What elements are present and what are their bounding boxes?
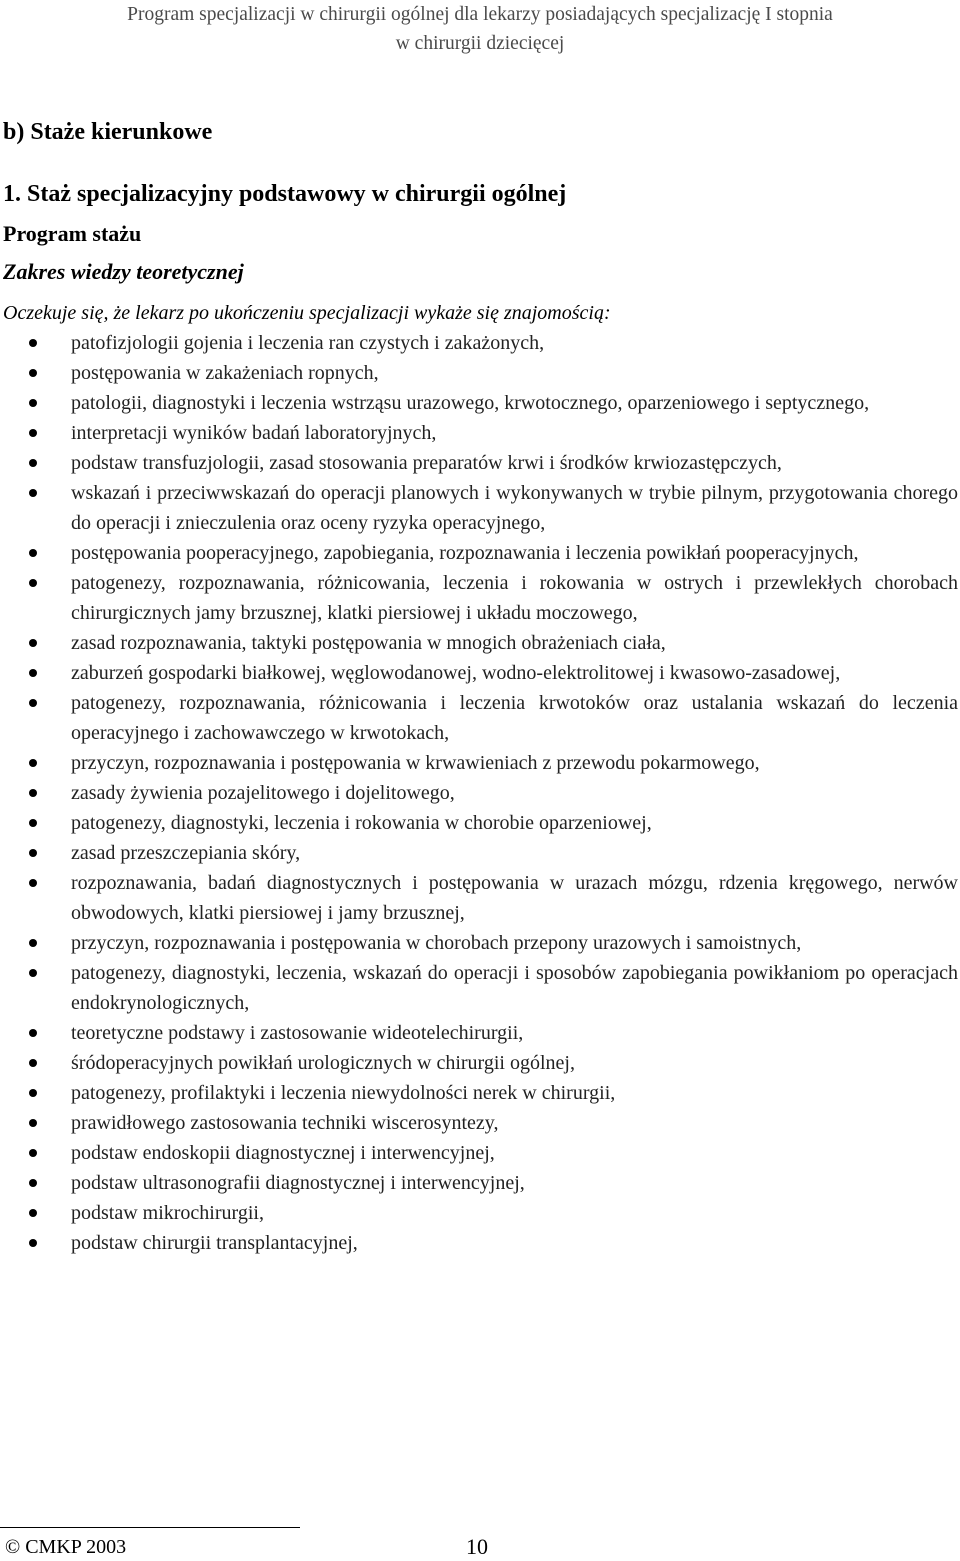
list-item-text: patogenezy, profilaktyki i leczenia niewydolności nerek w chirurgii,	[71, 1082, 616, 1104]
list-item	[3, 568, 958, 628]
list-item	[3, 1168, 958, 1198]
list-item	[3, 478, 958, 538]
bullet-icon	[29, 849, 37, 857]
bullet-icon	[29, 549, 37, 557]
list-item-text: wskazań i przeciwwskazań do operacji planowych i wykonywanych w trybie pilnym, przygotowania chorego do operacji i znieczulenia oraz oceny ryzyka operacyjnego,	[71, 482, 958, 534]
list-item	[3, 448, 958, 478]
bullet-icon	[29, 1059, 37, 1067]
bullet-icon	[29, 369, 37, 377]
bullet-icon	[29, 759, 37, 767]
bullet-icon	[29, 489, 37, 497]
list-item-text: interpretacji wyników badań laboratoryjnych,	[71, 422, 437, 444]
internship-title: 1. Staż specjalizacyjny podstawowy w chirurgii ogólnej	[3, 181, 567, 207]
list-item-text: patologii, diagnostyki i leczenia wstrząsu urazowego, krwotocznego, oparzeniowego i septycznego,	[71, 392, 870, 414]
list-item	[3, 1228, 958, 1258]
list-item	[3, 418, 958, 448]
list-item	[3, 958, 958, 1018]
list-item-text: patofizjologii gojenia i leczenia ran czystych i zakażonych,	[71, 332, 545, 354]
footer-divider	[0, 1527, 300, 1528]
bullet-icon	[29, 969, 37, 977]
list-item	[3, 1108, 958, 1138]
program-label: Program stażu	[3, 221, 142, 246]
list-item	[3, 1078, 958, 1108]
list-item-text: zasady żywienia pozajelitowego i dojelitowego,	[71, 782, 455, 804]
list-item	[3, 838, 958, 868]
list-item-text: zasad rozpoznawania, taktyki postępowania w mnogich obrażeniach ciała,	[71, 632, 666, 654]
document-body	[3, 114, 958, 1258]
list-item	[3, 688, 958, 748]
bullet-icon	[29, 669, 37, 677]
bullet-icon	[29, 939, 37, 947]
page-number: 10	[466, 1534, 488, 1559]
bullet-icon	[29, 1029, 37, 1037]
list-item-text: zasad przeszczepiania skóry,	[71, 842, 301, 864]
list-item-text: patogenezy, rozpoznawania, różnicowania, leczenia i rokowania w ostrych i przewlekłych chorobach chirurgicznych jamy brzusznej, klatki piersiowej i układu moczowego,	[71, 572, 958, 624]
list-item	[3, 1048, 958, 1078]
list-item	[3, 1018, 958, 1048]
list-item	[3, 808, 958, 838]
header-title-line-1: Program specjalizacji w chirurgii ogólnej dla lekarzy posiadających specjalizację I stopnia	[127, 4, 833, 25]
list-item	[3, 748, 958, 778]
bullet-icon	[29, 1179, 37, 1187]
bullet-icon	[29, 789, 37, 797]
list-item-text: przyczyn, rozpoznawania i postępowania w krwawieniach z przewodu pokarmowego,	[71, 752, 760, 774]
list-item	[3, 658, 958, 688]
list-item-text: podstaw ultrasonografii diagnostycznej i interwencyjnej,	[71, 1172, 525, 1194]
section-title: b) Staże kierunkowe	[3, 119, 213, 145]
list-item-text: śródoperacyjnych powikłań urologicznych w chirurgii ogólnej,	[71, 1052, 575, 1074]
list-item-text: patogenezy, diagnostyki, leczenia i rokowania w chorobie oparzeniowej,	[71, 812, 652, 834]
bullet-icon	[29, 459, 37, 467]
list-item	[3, 928, 958, 958]
list-item-text: teoretyczne podstawy i zastosowanie wideotelechirurgii,	[71, 1022, 524, 1044]
list-item-text: patogenezy, rozpoznawania, różnicowania i leczenia krwotoków oraz ustalania wskazań do leczenia operacyjnego i zachowawczego w krwotokach,	[71, 692, 958, 744]
bullet-icon	[29, 339, 37, 347]
list-item-text: zaburzeń gospodarki białkowej, węglowodanowej, wodno-elektrolitowej i kwasowo-zasadowej,	[71, 662, 841, 684]
list-item	[3, 1198, 958, 1228]
list-item-text: podstaw endoskopii diagnostycznej i interwencyjnej,	[71, 1142, 495, 1164]
list-item	[3, 778, 958, 808]
bullet-icon	[29, 399, 37, 407]
header-title-line-2: w chirurgii dziecięcej	[395, 33, 565, 54]
list-item	[3, 1138, 958, 1168]
bullet-icon	[29, 429, 37, 437]
bullet-icon	[29, 1149, 37, 1157]
list-item-text: podstaw mikrochirurgii,	[71, 1202, 264, 1224]
list-item-text: prawidłowego zastosowania techniki wiscerosyntezy,	[71, 1112, 499, 1134]
list-item	[3, 328, 958, 358]
list-item	[3, 538, 958, 568]
bullet-icon	[29, 639, 37, 647]
bullet-icon	[29, 1089, 37, 1097]
intro-text: Oczekuje się, że lekarz po ukończeniu specjalizacji wykaże się znajomością:	[3, 302, 611, 324]
footer-copyright: © CMKP 2003	[5, 1536, 127, 1558]
list-item-text: przyczyn, rozpoznawania i postępowania w chorobach przepony urazowych i samoistnych,	[71, 932, 802, 954]
page-header	[0, 0, 960, 58]
bullet-icon	[29, 1119, 37, 1127]
knowledge-list	[3, 328, 958, 1258]
bullet-icon	[29, 879, 37, 887]
list-item-text: postępowania w zakażeniach ropnych,	[71, 362, 379, 384]
scope-label: Zakres wiedzy teoretycznej	[3, 259, 244, 284]
bullet-icon	[29, 1239, 37, 1247]
bullet-icon	[29, 699, 37, 707]
bullet-icon	[29, 579, 37, 587]
list-item-text: postępowania pooperacyjnego, zapobiegania, rozpoznawania i leczenia powikłań pooperacyjnych,	[71, 542, 859, 564]
list-item	[3, 868, 958, 928]
list-item-text: podstaw transfuzjologii, zasad stosowania preparatów krwi i środków krwiozastępczych,	[71, 452, 782, 474]
list-item	[3, 388, 958, 418]
bullet-icon	[29, 819, 37, 827]
list-item	[3, 628, 958, 658]
list-item	[3, 358, 958, 388]
bullet-icon	[29, 1209, 37, 1217]
list-item-text: podstaw chirurgii transplantacyjnej,	[71, 1232, 358, 1254]
list-item-text: patogenezy, diagnostyki, leczenia, wskazań do operacji i sposobów zapobiegania powikłaniom po operacjach endokrynologicznych,	[71, 962, 958, 1014]
list-item-text: rozpoznawania, badań diagnostycznych i postępowania w urazach mózgu, rdzenia kręgowego, nerwów obwodowych, klatki piersiowej i jamy brzusznej,	[71, 872, 958, 924]
